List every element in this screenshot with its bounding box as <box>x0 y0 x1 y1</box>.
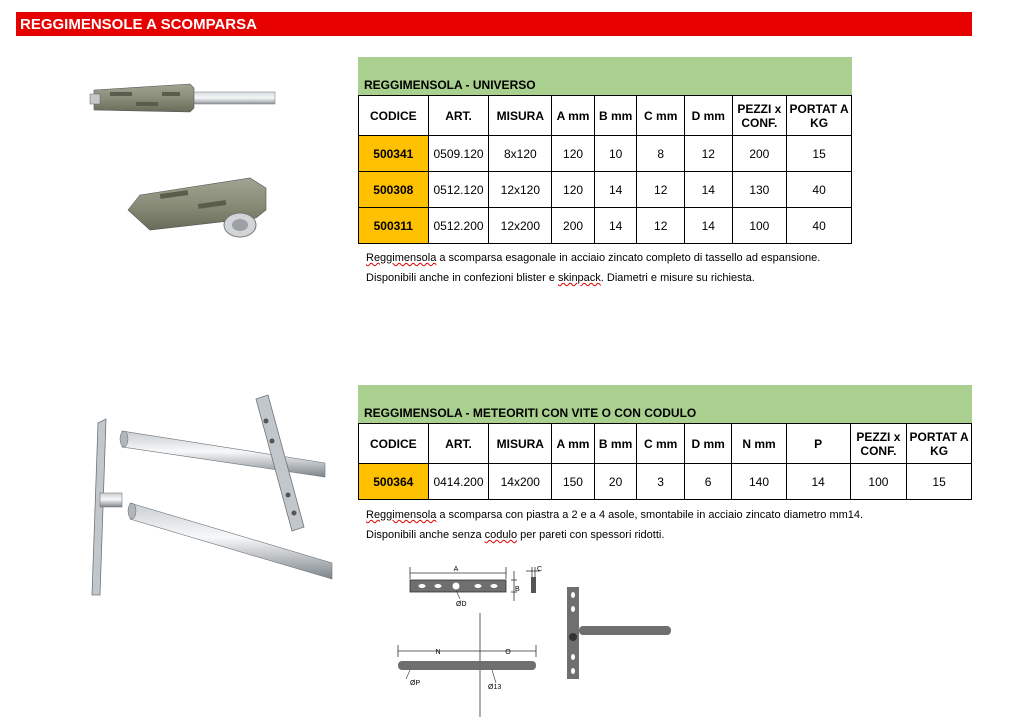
label-n: N <box>435 649 441 656</box>
cell-art: 0512.200 <box>428 208 489 244</box>
cell-a: 200 <box>552 208 595 244</box>
col-a: A mm <box>552 424 595 464</box>
meteoriti-description <box>366 505 863 545</box>
table-row <box>359 172 852 208</box>
cell-art: 0512.120 <box>428 172 489 208</box>
cell-p: 14 <box>786 464 850 500</box>
table-row <box>359 464 972 500</box>
cell-portata: 40 <box>787 172 852 208</box>
cell-art: 0509.120 <box>428 136 489 172</box>
col-c: C mm <box>637 96 685 136</box>
section-universo <box>358 57 852 244</box>
cell-b: 20 <box>594 464 637 500</box>
col-b: B mm <box>594 96 637 136</box>
cell-a: 120 <box>552 172 595 208</box>
cell-portata: 40 <box>787 208 852 244</box>
cell-c: 12 <box>637 208 685 244</box>
desc-text: a scomparsa esagonale in acciaio zincato completo di tassello ad espansione. <box>436 252 821 264</box>
cell-d: 14 <box>684 208 732 244</box>
col-portata: PORTAT A KG <box>907 424 972 464</box>
label-o: O <box>505 649 511 656</box>
cell-c: 3 <box>637 464 684 500</box>
cell-codice: 500308 <box>359 172 429 208</box>
plate-diagram <box>410 566 543 601</box>
label-d13: Ø13 <box>488 684 502 691</box>
desc-text: codulo <box>484 529 518 541</box>
table-row <box>359 136 852 172</box>
cell-c: 8 <box>637 136 685 172</box>
col-pezzi: PEZZI x CONF. <box>732 96 787 136</box>
cell-d: 14 <box>684 172 732 208</box>
cell-pezzi: 100 <box>850 464 907 500</box>
page-title: REGGIMENSOLE A SCOMPARSA <box>16 12 972 36</box>
cell-portata: 15 <box>787 136 852 172</box>
section-title: REGGIMENSOLA - UNIVERSO <box>358 57 852 95</box>
cell-codice: 500341 <box>359 136 429 172</box>
meteoriti-product-image <box>70 395 340 600</box>
cell-misura: 12x120 <box>489 172 552 208</box>
desc-text: . Diametri e misure su richiesta. <box>600 272 755 284</box>
cell-d: 6 <box>684 464 731 500</box>
cell-codice: 500311 <box>359 208 429 244</box>
cell-pezzi: 200 <box>732 136 787 172</box>
table-row <box>359 208 852 244</box>
col-misura: MISURA <box>489 424 552 464</box>
universo-table <box>358 95 852 244</box>
meteoriti-table <box>358 423 972 500</box>
col-pezzi: PEZZI x CONF. <box>850 424 907 464</box>
cell-n: 140 <box>732 464 786 500</box>
cell-misura: 8x120 <box>489 136 552 172</box>
cell-codice: 500364 <box>359 464 429 500</box>
col-p: P <box>786 424 850 464</box>
desc-text: Disponibili anche in confezioni blister e <box>366 272 558 284</box>
col-misura: MISURA <box>489 96 552 136</box>
label-c: C <box>537 566 543 573</box>
cell-pezzi: 100 <box>732 208 787 244</box>
cell-b: 14 <box>594 208 637 244</box>
desc-text: per pareti con spessori ridotti. <box>517 529 665 541</box>
col-c: C mm <box>637 424 684 464</box>
cell-portata: 15 <box>907 464 972 500</box>
col-codice: CODICE <box>359 96 429 136</box>
col-n: N mm <box>732 424 786 464</box>
label-a: A <box>453 566 459 573</box>
cell-a: 120 <box>552 136 595 172</box>
label-p: ØP <box>410 680 421 687</box>
cell-misura: 14x200 <box>489 464 552 500</box>
universo-description <box>366 248 820 288</box>
col-portata: PORTAT A KG <box>787 96 852 136</box>
cell-d: 12 <box>684 136 732 172</box>
col-codice: CODICE <box>359 424 429 464</box>
technical-diagram <box>380 555 700 725</box>
assembled-diagram <box>567 587 671 679</box>
section-title: REGGIMENSOLA - METEORITI CON VITE O CON CODULO <box>358 385 972 423</box>
col-art: ART. <box>428 96 489 136</box>
cell-pezzi: 130 <box>732 172 787 208</box>
cell-c: 12 <box>637 172 685 208</box>
section-meteoriti <box>358 385 972 500</box>
desc-text: Reggimensola <box>366 252 437 264</box>
col-d: D mm <box>684 424 731 464</box>
label-b: B <box>515 586 520 593</box>
cell-art: 0414.200 <box>428 464 489 500</box>
col-a: A mm <box>552 96 595 136</box>
col-art: ART. <box>428 424 489 464</box>
cell-b: 10 <box>594 136 637 172</box>
desc-text: Disponibili anche senza <box>366 529 485 541</box>
universo-product-image <box>80 70 280 250</box>
desc-text: Reggimensola <box>366 509 437 521</box>
cell-misura: 12x200 <box>489 208 552 244</box>
desc-text: a scomparsa con piastra a 2 e a 4 asole, smontabile in acciaio zincato diametro mm14. <box>436 509 864 521</box>
col-d: D mm <box>684 96 732 136</box>
col-b: B mm <box>594 424 637 464</box>
desc-text: skinpack <box>558 272 601 284</box>
label-d: ØD <box>456 601 467 608</box>
cell-a: 150 <box>552 464 595 500</box>
cell-b: 14 <box>594 172 637 208</box>
